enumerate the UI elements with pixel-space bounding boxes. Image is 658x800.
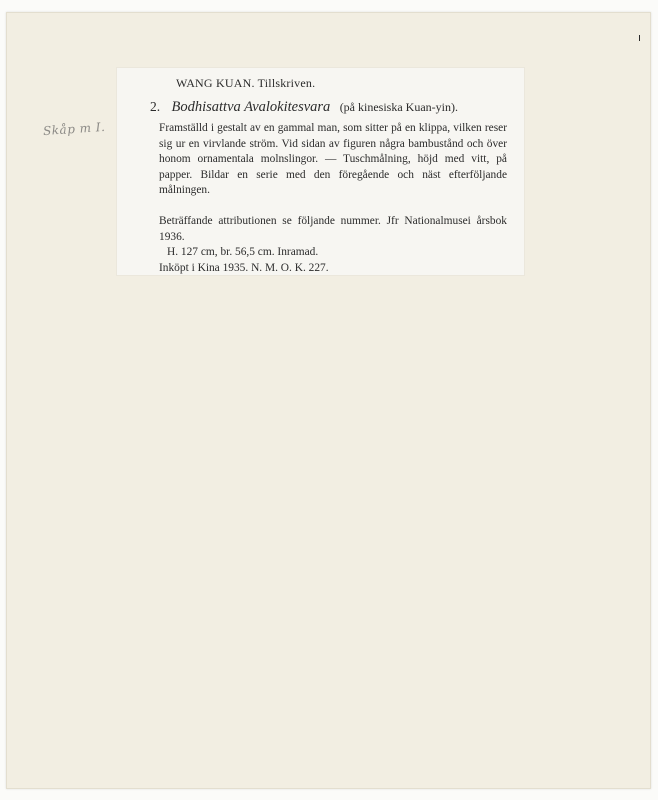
artist-line: WANG KUAN. Tillskriven. — [176, 76, 316, 90]
entry-subtitle: (på kinesiska Kuan-yin). — [339, 100, 458, 114]
acquisition-note: Inköpt i Kina 1935. N. M. O. K. 227. — [159, 261, 329, 274]
entry-title: Bodhisattva Avalokitesvara — [171, 99, 331, 115]
entry-meta — [159, 214, 507, 276]
entry-description: Framställd i gestalt av en gammal man, som sitter på en klippa, vilken reser sig ur en virvlande ström. Vid sidan av figuren några bambustånd och över honom ornamentala molnslingor. — Tuschmålning, höjd med vitt, på papper. Bildar en serie med den föregående och näst efterföljande målningen. — [159, 122, 507, 196]
entry-heading — [150, 99, 458, 116]
dimensions: H. 127 cm, br. 56,5 cm. Inramad. — [167, 246, 319, 258]
entry-number: 2. — [150, 99, 161, 114]
catalog-slip — [116, 67, 525, 276]
attribution-note: Beträffande attributionen se följande nummer. Jfr Nationalmusei årsbok 1936. — [159, 215, 507, 243]
handwritten-note: Skåp m I. — [42, 119, 106, 139]
edge-mark — [639, 35, 640, 41]
